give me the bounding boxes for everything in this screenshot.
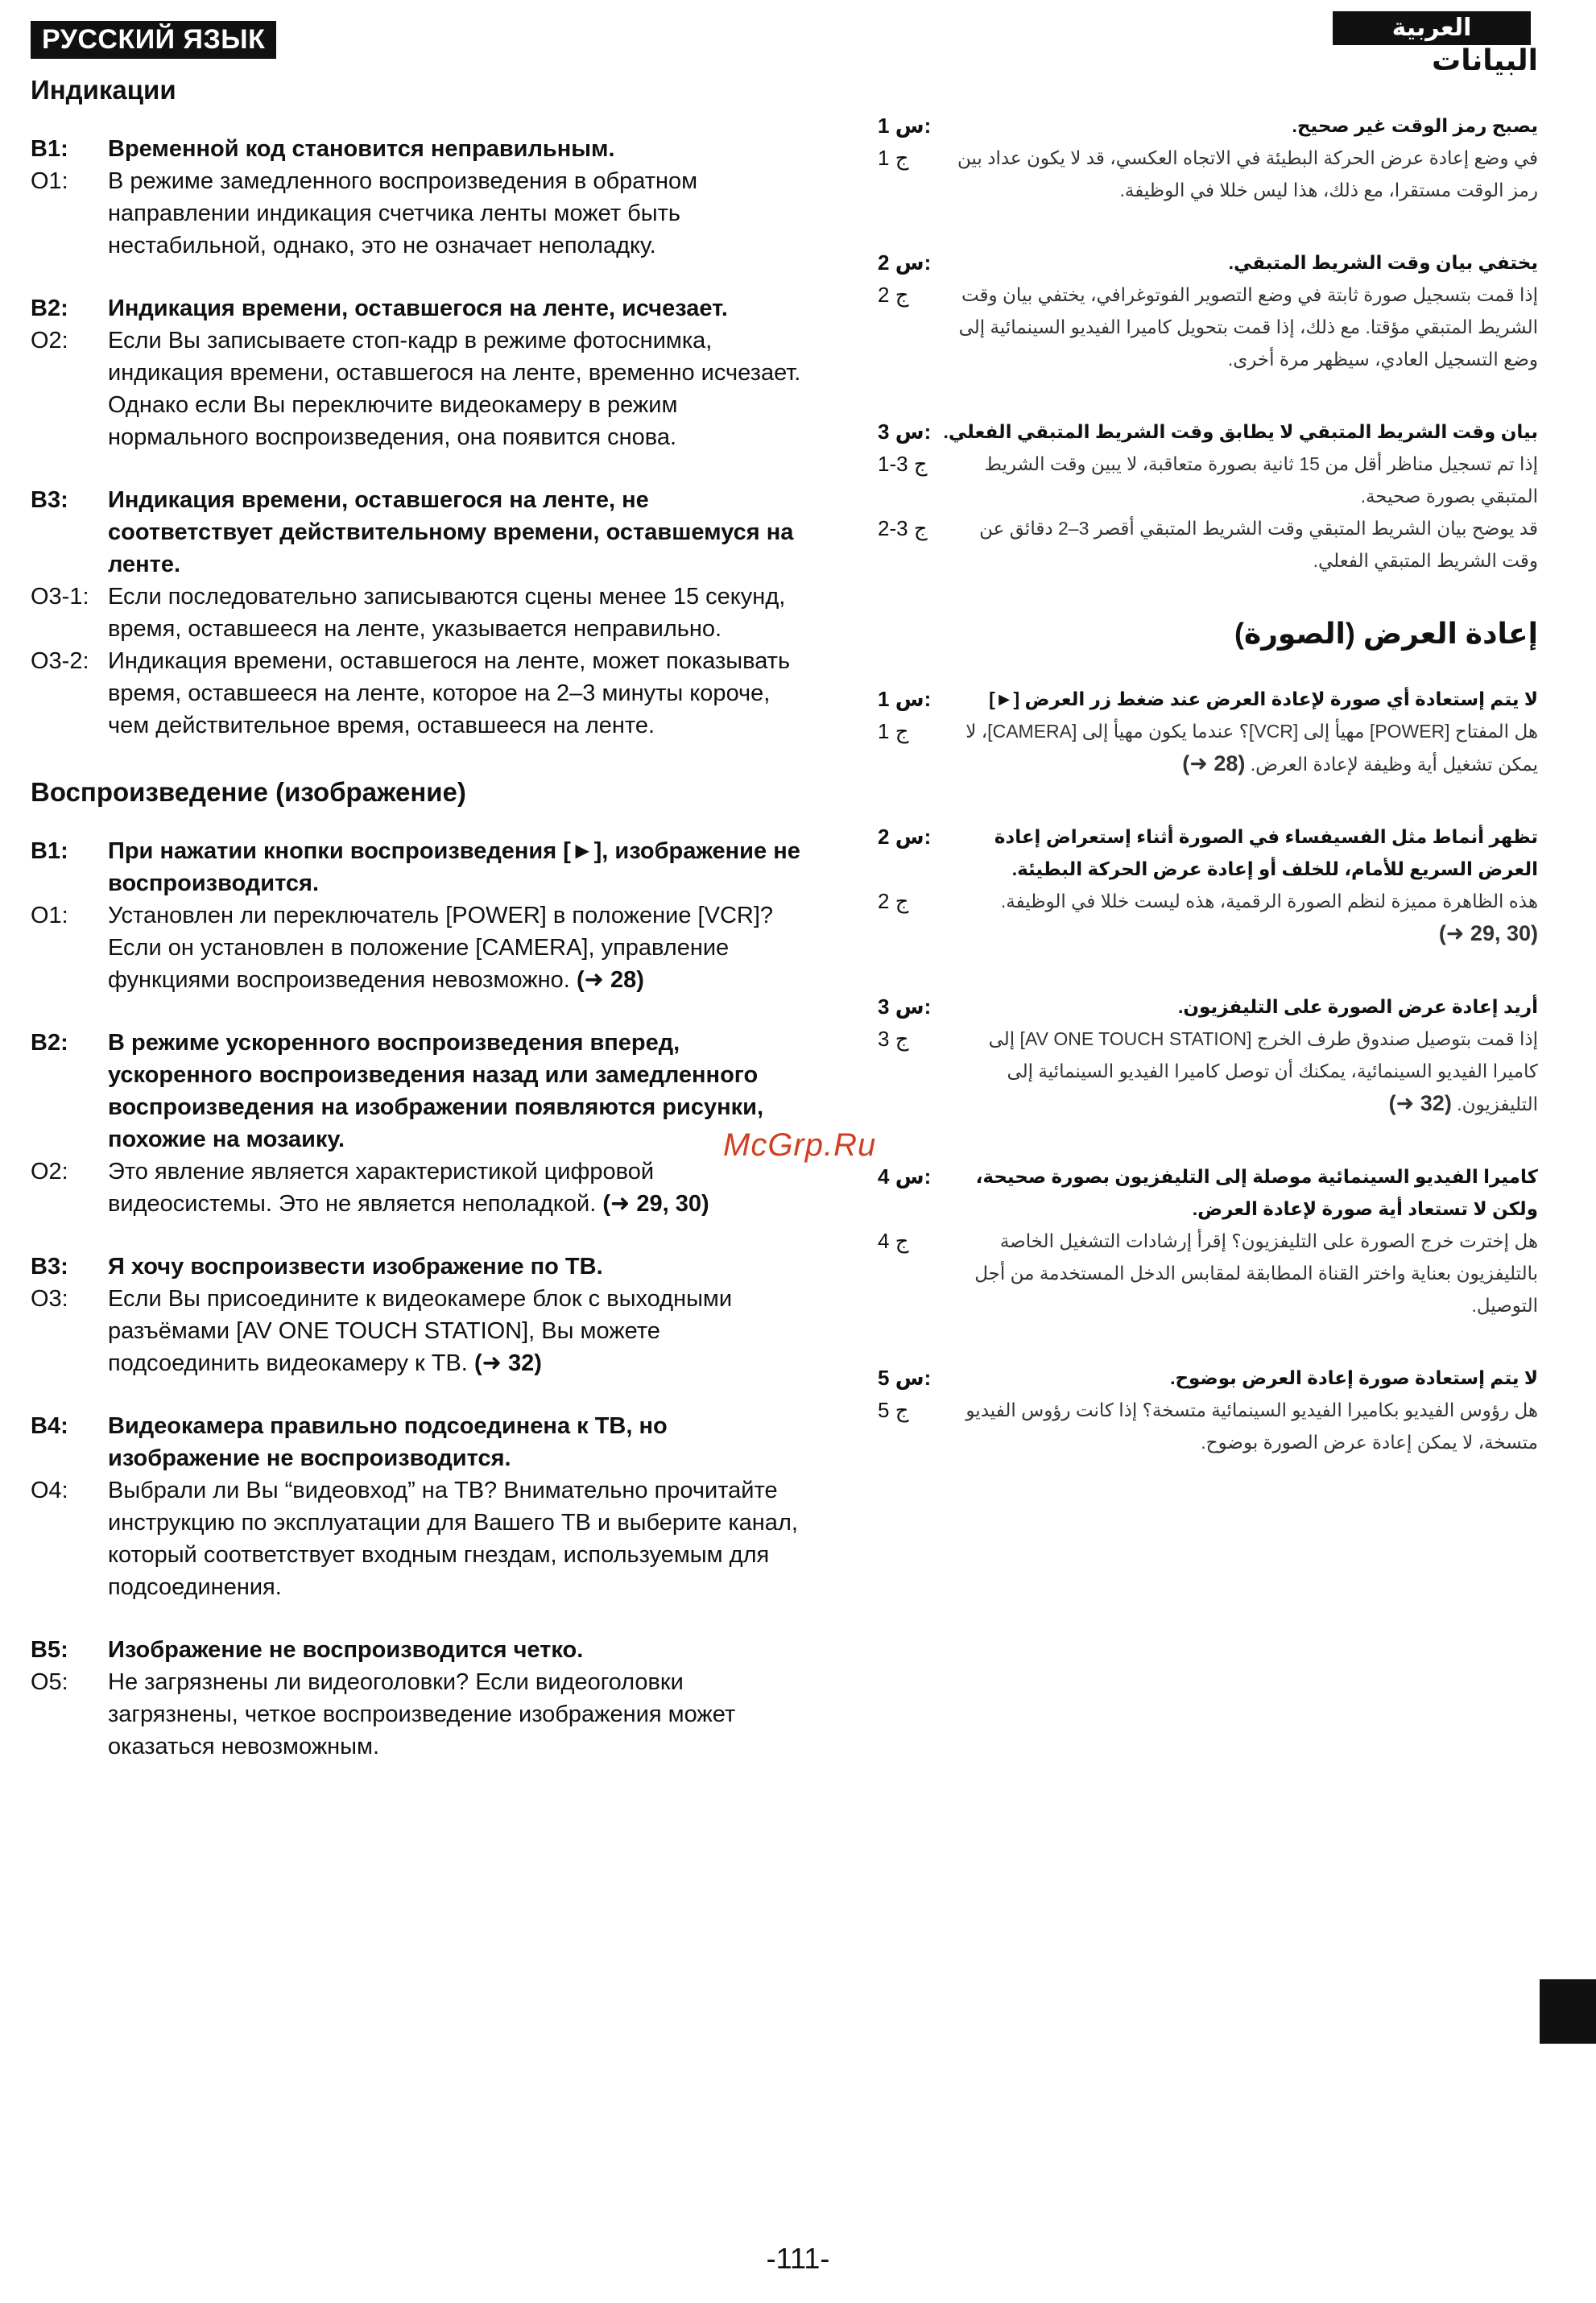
question-row-arabic xyxy=(878,110,1538,142)
answer-label: О1: xyxy=(31,168,68,194)
page-reference: (➜ 28) xyxy=(1182,751,1246,775)
section-title-arabic: إعادة العرض (الصورة) xyxy=(1234,617,1538,650)
question-text-arabic: يصبح رمز الوقت غير صحيح. xyxy=(1292,115,1538,136)
answer-text-arabic: إذا تم تسجيل مناظر أقل من 15 ثانية بصورة متعاقبة، لا يبين وقت الشريط المتبقي بصورة صحيحة. xyxy=(984,453,1538,506)
question-text: Индикация времени, оставшегося на ленте, исчезает. xyxy=(108,296,728,321)
watermark: McGrp.Ru xyxy=(723,1127,877,1163)
answer-label: О3-1: xyxy=(31,584,89,610)
page-edge-tab xyxy=(1540,1979,1596,2044)
answer-body-arabic xyxy=(942,1225,1538,1321)
answer-label-arabic: ج 1 xyxy=(878,146,909,170)
page-reference: (➜ 32) xyxy=(1388,1091,1452,1115)
question-text-arabic: بيان وقت الشريط المتبقي لا يطابق وقت الشريط المتبقي الفعلي. xyxy=(943,421,1538,442)
question-row xyxy=(31,1410,812,1474)
answer-body-arabic xyxy=(942,279,1538,375)
question-row xyxy=(31,835,812,899)
answer-body-arabic xyxy=(942,1394,1538,1458)
arabic-sections xyxy=(878,43,1538,1458)
page-reference: (➜ 29, 30) xyxy=(1438,921,1538,945)
answer-label-arabic: ج 2 xyxy=(878,283,909,307)
answer-text-arabic: إذا قمت بتسجيل صورة ثابتة في وضع التصوير الفوتوغرافي، يختفي بيان وقت الشريط المتبقي مؤقتا. مع ذلك، إذا قمت بتحويل كاميرا الفيديو السينمائية إلى وضع التسجيل العادي، سيظهر مرة أخرى. xyxy=(958,284,1538,370)
answer-text: Выбрали ли Вы “видеовход” на ТВ? Внимательно прочитайте инструкцию по эксплуатации для Вашего ТВ и выберите канал, который соответствует входным гнездам, используемым для подсоединения. xyxy=(108,1478,798,1600)
page-reference: (➜ 32) xyxy=(473,1350,542,1376)
answer-label: О4: xyxy=(31,1478,68,1503)
answer-label: О1: xyxy=(31,903,68,928)
answer-body-arabic xyxy=(942,715,1538,780)
qa-block xyxy=(31,1634,812,1763)
answer-label-arabic: ج 3-2 xyxy=(878,516,928,540)
question-text: Видеокамера правильно подсоединена к ТВ, но изображение не воспроизводится. xyxy=(108,1413,668,1471)
answer-row xyxy=(31,165,812,262)
question-label: В3: xyxy=(31,487,68,513)
answer-body xyxy=(108,165,812,262)
answer-body xyxy=(108,1156,812,1220)
answer-label: О5: xyxy=(31,1669,68,1695)
question-label-arabic: س 4: xyxy=(878,1164,932,1189)
answer-text: Если Вы присоедините к видеокамере блок с выходными разъёмами [AV ONE TOUCH STATION], Вы можете подсоединить видеокамеру к ТВ. xyxy=(108,1286,733,1376)
question-text-arabic: لا يتم إستعادة صورة إعادة العرض بوضوح. xyxy=(1170,1367,1538,1388)
answer-row-arabic xyxy=(878,1023,1538,1120)
answer-label-arabic: ج 1 xyxy=(878,719,909,743)
question-row-arabic xyxy=(878,246,1538,279)
answer-label: О2: xyxy=(31,328,68,354)
question-label: В3: xyxy=(31,1254,68,1280)
question-text: Индикация времени, оставшегося на ленте, не соответствует действительному времени, оставшемуся на ленте. xyxy=(108,487,794,577)
qa-block-arabic xyxy=(878,246,1538,375)
question-text: В режиме ускоренного воспроизведения вперед, ускоренного воспроизведения назад или замедленного воспроизведения на изображении появляются рисунки, похожие на мозаику. xyxy=(108,1030,763,1152)
question-row xyxy=(31,133,812,165)
section-title: Индикации xyxy=(31,75,176,105)
answer-body xyxy=(108,389,812,453)
answer-label-arabic: ج 5 xyxy=(878,1398,909,1422)
answer-row xyxy=(31,325,812,389)
answer-text: Если Вы записываете стоп-кадр в режиме фотоснимка, индикация времени, оставшегося на ленте, временно исчезает. xyxy=(108,328,801,386)
question-row xyxy=(31,1251,812,1283)
question-row-arabic xyxy=(878,1362,1538,1394)
answer-body-arabic xyxy=(942,448,1538,512)
language-tag-russian: РУССКИЙ ЯЗЫК xyxy=(31,21,276,59)
answer-text: Индикация времени, оставшегося на ленте, может показывать время, оставшееся на ленте, которое на 2–3 минуты короче, чем действительное время, оставшееся на ленте. xyxy=(108,648,791,738)
qa-block xyxy=(31,484,812,742)
question-label-arabic: س 2: xyxy=(878,250,932,275)
answer-row-arabic xyxy=(878,1394,1538,1458)
section-title-arabic: البيانات xyxy=(1432,43,1538,76)
answer-row-arabic xyxy=(878,715,1538,780)
question-text: Я хочу воспроизвести изображение по ТВ. xyxy=(108,1254,603,1280)
answer-text: Однако если Вы переключите видеокамеру в режим нормального воспроизведения, она появится снова. xyxy=(108,392,678,450)
question-text: При нажатии кнопки воспроизведения [►], изображение не воспроизводится. xyxy=(108,838,800,896)
question-row xyxy=(31,1027,812,1156)
answer-text-arabic: إذا قمت بتوصيل صندوق طرف الخرج [AV ONE TOUCH STATION] إلى كاميرا الفيديو السينمائية، يمكنك أن توصل كاميرا الفيديو السينمائية إلى التليفزيون. xyxy=(988,1028,1538,1114)
qa-block-arabic xyxy=(878,1362,1538,1458)
answer-row-arabic xyxy=(878,512,1538,577)
page-number: -111- xyxy=(766,2242,830,2275)
answer-label-arabic: ج 3-1 xyxy=(878,452,928,476)
question-label: В2: xyxy=(31,1030,68,1056)
answer-row-arabic xyxy=(878,885,1538,950)
qa-block xyxy=(31,835,812,996)
answer-text: Не загрязнены ли видеоголовки? Если видеоголовки загрязнены, четкое воспроизведение изображения может оказаться невозможным. xyxy=(108,1669,736,1759)
answer-row xyxy=(31,1283,812,1379)
answer-body xyxy=(108,581,812,645)
answer-body xyxy=(108,645,812,742)
answer-row-arabic xyxy=(878,279,1538,375)
answer-body-arabic xyxy=(942,512,1538,577)
qa-block-arabic xyxy=(878,990,1538,1120)
section-title: Воспроизведение (изображение) xyxy=(31,777,466,807)
answer-row xyxy=(31,389,812,453)
question-text-arabic: أريد إعادة عرض الصورة على التليفزيون. xyxy=(1178,996,1538,1017)
answer-text-arabic: هل إخترت خرج الصورة على التليفزيون؟ إقرأ إرشادات التشغيل الخاصة بالتليفزيون بعناية واختر القناة المطابقة لمقابس الدخل المستخدمة من أجل التوصيل. xyxy=(974,1230,1538,1316)
question-row-arabic xyxy=(878,990,1538,1023)
answer-label-arabic: ج 3 xyxy=(878,1027,909,1051)
question-label-arabic: س 5: xyxy=(878,1366,932,1390)
answer-text: Установлен ли переключатель [POWER] в положение [VCR]? Если он установлен в положение [CAMERA], управление функциями воспроизведения невозможно. xyxy=(108,903,774,993)
answer-label-arabic: ج 2 xyxy=(878,889,909,913)
question-text-arabic: كاميرا الفيديو السينمائية موصلة إلى التليفزيون بصورة صحيحة، ولكن لا تستعاد أية صورة لإعادة العرض. xyxy=(975,1166,1538,1219)
qa-block xyxy=(31,133,812,262)
answer-body-arabic xyxy=(942,885,1538,950)
question-label: В5: xyxy=(31,1637,68,1663)
answer-row-arabic xyxy=(878,448,1538,512)
answer-text: В режиме замедленного воспроизведения в обратном направлении индикация счетчика ленты может быть нестабильной, однако, это не означает неполадку. xyxy=(108,168,698,258)
question-label-arabic: س 3: xyxy=(878,420,932,444)
answer-body xyxy=(108,1666,812,1763)
answer-text-arabic: في وضع إعادة عرض الحركة البطيئة في الاتجاه العكسي، قد لا يكون عداد بين رمز الوقت مستقرا، مع ذلك، هذا ليس خللا في الوظيفة. xyxy=(957,147,1538,201)
answer-text-arabic: قد يوضح بيان الشريط المتبقي وقت الشريط المتبقي أقصر 3–2 دقائق عن وقت الشريط المتبقي الفعلي. xyxy=(979,518,1538,571)
answer-label: О2: xyxy=(31,1159,68,1185)
qa-block-arabic xyxy=(878,110,1538,206)
answer-row xyxy=(31,581,812,645)
answer-text: Если последовательно записываются сцены менее 15 секунд, время, оставшееся на ленте, указывается неправильно. xyxy=(108,584,786,642)
page-reference: (➜ 28) xyxy=(576,967,644,993)
answer-body xyxy=(108,1474,812,1603)
answer-row-arabic xyxy=(878,1225,1538,1321)
question-label: В2: xyxy=(31,296,68,321)
question-label-arabic: س 1: xyxy=(878,114,932,138)
question-text-arabic: تظهر أنماط مثل الفسيفساء في الصورة أثناء إستعراض إعادة العرض السريع للأمام، للخلف أو إعادة عرض الحركة البطيئة. xyxy=(994,826,1538,879)
question-label: В1: xyxy=(31,136,68,162)
question-text-arabic: لا يتم إستعادة أي صورة لإعادة العرض عند ضغط زر العرض [►] xyxy=(989,688,1538,709)
answer-row xyxy=(31,1666,812,1763)
question-row xyxy=(31,292,812,325)
answer-text: Это явление является характеристикой цифровой видеосистемы. Это не является неполадкой. xyxy=(108,1159,655,1217)
answer-body xyxy=(108,1283,812,1379)
question-row xyxy=(31,1634,812,1666)
russian-sections xyxy=(31,75,812,1763)
question-row-arabic xyxy=(878,1160,1538,1225)
qa-block xyxy=(31,1027,812,1220)
answer-row xyxy=(31,899,812,996)
question-text: Изображение не воспроизводится четко. xyxy=(108,1637,584,1663)
answer-label: О3: xyxy=(31,1286,68,1312)
qa-block-arabic xyxy=(878,416,1538,577)
qa-block-arabic xyxy=(878,821,1538,950)
answer-text-arabic: هل رؤوس الفيديو بكاميرا الفيديو السينمائية متسخة؟ إذا كانت رؤوس الفيديو متسخة، لا يمكن إعادة عرض الصورة بوضوح. xyxy=(965,1400,1538,1453)
question-text: Временной код становится неправильным. xyxy=(108,136,615,162)
answer-row-arabic xyxy=(878,142,1538,206)
qa-block-arabic xyxy=(878,683,1538,780)
question-text-arabic: يختفي بيان وقت الشريط المتبقي. xyxy=(1228,252,1538,273)
question-row-arabic xyxy=(878,683,1538,715)
qa-block xyxy=(31,1251,812,1379)
qa-block xyxy=(31,1410,812,1603)
answer-label: О3-2: xyxy=(31,648,89,674)
answer-body xyxy=(108,325,812,389)
answer-body xyxy=(108,899,812,996)
question-row-arabic xyxy=(878,821,1538,885)
answer-text-arabic: هل المفتاح [POWER] مهيأ إلى [VCR]؟ عندما يكون مهيأ إلى [CAMERA]، لا يمكن تشغيل أية وظيفة لإعادة العرض. xyxy=(965,721,1538,775)
arabic-column xyxy=(878,14,1538,1499)
question-label-arabic: س 1: xyxy=(878,687,932,711)
question-label-arabic: س 3: xyxy=(878,994,932,1019)
question-label: В4: xyxy=(31,1413,68,1439)
answer-row xyxy=(31,1156,812,1220)
answer-body-arabic xyxy=(942,1023,1538,1120)
page-reference: (➜ 29, 30) xyxy=(602,1191,709,1217)
answer-body-arabic xyxy=(942,142,1538,206)
answer-label xyxy=(31,389,108,453)
answer-row xyxy=(31,1474,812,1603)
qa-block xyxy=(31,292,812,453)
qa-block-arabic xyxy=(878,1160,1538,1321)
question-label-arabic: س 2: xyxy=(878,825,932,849)
language-tag-arabic: العربية xyxy=(1333,11,1531,45)
answer-text-arabic: هذه الظاهرة مميزة لنظم الصورة الرقمية، هذه ليست خللا في الوظيفة. xyxy=(1000,891,1538,912)
question-label: В1: xyxy=(31,838,68,864)
russian-column xyxy=(31,21,812,1793)
question-row-arabic xyxy=(878,416,1538,448)
answer-row xyxy=(31,645,812,742)
answer-label-arabic: ج 4 xyxy=(878,1229,909,1253)
question-row xyxy=(31,484,812,581)
